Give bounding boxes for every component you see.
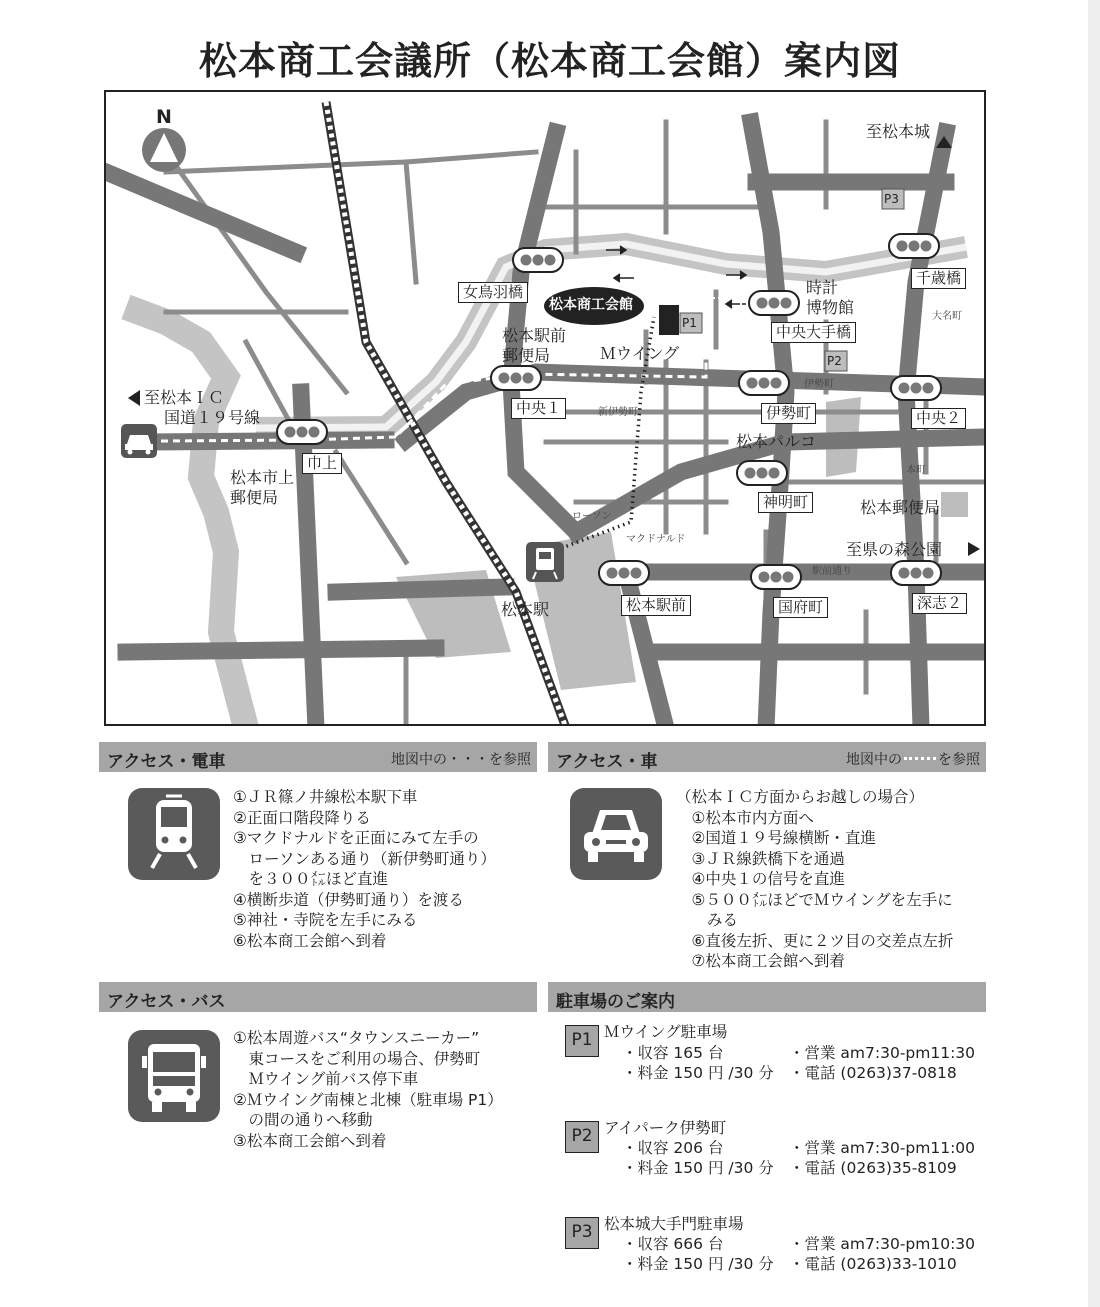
street-shin-isemachi: 新伊勢町 bbox=[598, 407, 638, 418]
street-daimyo: 大名町 bbox=[932, 311, 962, 322]
parking-badge: P3 bbox=[565, 1217, 599, 1249]
station-label: 松本駅 bbox=[501, 600, 550, 619]
parking-phone: ・電話 (0263)37-0818 bbox=[789, 1064, 957, 1082]
car-step: ⑥直後左折、更に２ツ目の交差点左折 bbox=[676, 931, 954, 950]
train-step: ⑥松本商工会館へ到着 bbox=[233, 931, 387, 950]
parking-hours: ・営業 am7:30-pm11:00 bbox=[789, 1139, 976, 1157]
parking-header bbox=[548, 982, 986, 1012]
parking-p1-label: P1 bbox=[682, 316, 697, 330]
parking-name: 松本城大手門駐車場 bbox=[604, 1215, 744, 1233]
car-ref-before: 地図中の bbox=[846, 752, 902, 768]
car-header-title: アクセス・車 bbox=[556, 752, 658, 772]
train-header bbox=[99, 742, 537, 772]
place-kamitsuchi-po-2: 郵便局 bbox=[230, 488, 279, 507]
car-step: ④中央１の信号を直進 bbox=[676, 870, 845, 888]
place-post-office: 松本郵便局 bbox=[860, 498, 941, 517]
train-steps bbox=[233, 787, 496, 951]
street-isemachi: 伊勢町 bbox=[804, 379, 834, 390]
parking-name: アイパーク伊勢町 bbox=[604, 1119, 727, 1137]
bus-step: 東コースをご利用の場合、伊勢町 bbox=[233, 1049, 481, 1068]
signal-label-chuo1: 中央１ bbox=[511, 398, 566, 419]
car-icon bbox=[570, 788, 662, 880]
car-ref-after: を参照 bbox=[938, 752, 980, 768]
parking-phone: ・電話 (0263)33-1010 bbox=[789, 1255, 957, 1273]
car-step: ⑤５００㍍ほどでＭウイングを左手に bbox=[676, 890, 953, 909]
signal-icon bbox=[737, 461, 787, 485]
bus-step: ①松本周遊バス“タウンスニーカー” bbox=[233, 1029, 480, 1047]
street-ekimae: 駅前通り bbox=[812, 566, 852, 577]
car-step: ⑦松本商工会館へ到着 bbox=[676, 952, 845, 970]
car-header-ref bbox=[846, 749, 980, 769]
signal-label-isemachi: 伊勢町 bbox=[761, 403, 816, 424]
parking-phone: ・電話 (0263)35-8109 bbox=[789, 1159, 957, 1177]
car-step: ①松本市内方面へ bbox=[676, 808, 814, 827]
car-step: ②国道１９号線横断・直進 bbox=[676, 829, 876, 847]
train-step: を３００㍍ほど直進 bbox=[233, 870, 389, 888]
place-kamitsuchi-po-1: 松本市上 bbox=[230, 468, 295, 487]
parking-name: Ｍウイング駐車場 bbox=[604, 1023, 728, 1041]
train-step: ⑤神社・寺院を左手にみる bbox=[233, 911, 418, 929]
to-park-label: 至県の森公園 bbox=[846, 540, 943, 559]
parking-capacity: ・収容 206 台 bbox=[622, 1139, 724, 1157]
signal-icon bbox=[749, 291, 799, 315]
signal-icon bbox=[739, 371, 789, 395]
signal-icon bbox=[277, 420, 327, 444]
north-label: N bbox=[156, 106, 172, 128]
place-museum-1: 時計 bbox=[806, 278, 839, 297]
car-step: ③ＪＲ線鉄橋下を通過 bbox=[676, 849, 845, 868]
signal-label-fukashi2: 深志２ bbox=[912, 593, 967, 614]
car-step: （松本ＩＣ方面からお越しの場合） bbox=[676, 788, 925, 806]
venue-label: 松本商工会館 bbox=[549, 297, 633, 313]
bus-steps bbox=[233, 1028, 503, 1151]
place-mcdonalds: マクドナルド bbox=[626, 534, 686, 545]
train-icon-map bbox=[526, 542, 564, 582]
parking-fee: ・料金 150 円 /30 分 bbox=[622, 1064, 774, 1082]
signal-icon bbox=[891, 561, 941, 585]
parking-p2-label: P2 bbox=[827, 354, 842, 368]
signal-icon bbox=[513, 248, 563, 272]
signal-label-chitosebashi: 千歳橋 bbox=[911, 268, 966, 289]
car-step: みる bbox=[676, 911, 739, 929]
parking-capacity: ・収容 165 台 bbox=[622, 1044, 724, 1062]
post-office-block bbox=[941, 492, 968, 517]
parking-fee: ・料金 150 円 /30 分 bbox=[622, 1159, 774, 1177]
bus-header-title: アクセス・バス bbox=[107, 992, 226, 1012]
car-steps bbox=[676, 787, 953, 972]
page-title: 松本商工会議所（松本商工会館）案内図 bbox=[198, 39, 901, 83]
train-step: ③マクドナルドを正面にみて左手の bbox=[233, 829, 479, 847]
train-header-ref: 地図中の・・・を参照 bbox=[391, 752, 531, 768]
parking-hours: ・営業 am7:30-pm10:30 bbox=[789, 1235, 976, 1253]
parking-fee: ・料金 150 円 /30 分 bbox=[622, 1255, 774, 1273]
place-ekimae-po-1: 松本駅前 bbox=[502, 326, 567, 345]
signal-label-hajikami: 巾上 bbox=[302, 453, 342, 474]
train-header-title: アクセス・電車 bbox=[107, 752, 226, 772]
signal-icon bbox=[891, 376, 941, 400]
parking-capacity: ・収容 666 台 bbox=[622, 1235, 724, 1253]
signal-icon bbox=[751, 565, 801, 589]
signal-label-chuo-otebashi: 中央大手橋 bbox=[771, 322, 856, 343]
ic-arrow-icon bbox=[128, 390, 140, 406]
parking-badge: P2 bbox=[565, 1121, 599, 1153]
car-icon-map bbox=[121, 424, 157, 458]
bus-step: ③松本商工会館へ到着 bbox=[233, 1131, 387, 1150]
place-mwing: Ｍウイング bbox=[600, 344, 680, 363]
signal-icon bbox=[889, 234, 939, 258]
signal-label-shinmeicho: 神明町 bbox=[758, 492, 813, 513]
street-honmachi: 本町 bbox=[906, 465, 926, 476]
park-arrow-icon bbox=[968, 542, 980, 556]
venue-building bbox=[659, 305, 679, 335]
bus-step: Ｍウイング前バス停下車 bbox=[233, 1070, 419, 1088]
train-step: ローソンある通り（新伊勢町通り） bbox=[233, 849, 496, 868]
place-ekimae-po-2: 郵便局 bbox=[502, 346, 551, 365]
access-map bbox=[104, 90, 986, 726]
to-castle-label: 至松本城 bbox=[866, 122, 931, 141]
page-edge bbox=[1088, 0, 1100, 1307]
bus-icon bbox=[128, 1030, 220, 1122]
parking-hours: ・営業 am7:30-pm11:30 bbox=[789, 1044, 976, 1062]
signal-label-chuo2: 中央２ bbox=[911, 408, 966, 429]
signal-icon bbox=[491, 366, 541, 390]
signal-label-metobahashi: 女鳥羽橋 bbox=[458, 282, 528, 303]
bus-step: の間の通りへ移動 bbox=[233, 1111, 373, 1129]
train-step: ④横断歩道（伊勢町通り）を渡る bbox=[233, 890, 464, 909]
parking-header-title: 駐車場のご案内 bbox=[556, 992, 675, 1012]
car-header bbox=[548, 742, 986, 772]
signal-label-kokufucho: 国府町 bbox=[773, 597, 828, 618]
bus-header bbox=[99, 982, 537, 1012]
signal-icon bbox=[599, 561, 649, 585]
parking-badge: P1 bbox=[565, 1025, 599, 1057]
train-icon bbox=[128, 788, 220, 880]
bus-step: ②Ｍウイング南棟と北棟（駐車場 P1） bbox=[233, 1090, 503, 1109]
car-route-dots-icon bbox=[904, 757, 936, 764]
signal-label-ekimae: 松本駅前 bbox=[621, 595, 691, 616]
to-ic-label: 至松本ＩＣ bbox=[144, 388, 225, 407]
train-step: ②正面口階段降りる bbox=[233, 808, 371, 827]
place-lawson: ローソン bbox=[572, 511, 612, 522]
parking-p3-label: P3 bbox=[884, 192, 899, 206]
place-parco: 松本パルコ bbox=[736, 432, 817, 451]
route19-label: 国道１９号線 bbox=[164, 408, 261, 427]
train-step: ①ＪＲ篠ノ井線松本駅下車 bbox=[233, 788, 418, 806]
place-museum-2: 博物館 bbox=[806, 298, 855, 317]
